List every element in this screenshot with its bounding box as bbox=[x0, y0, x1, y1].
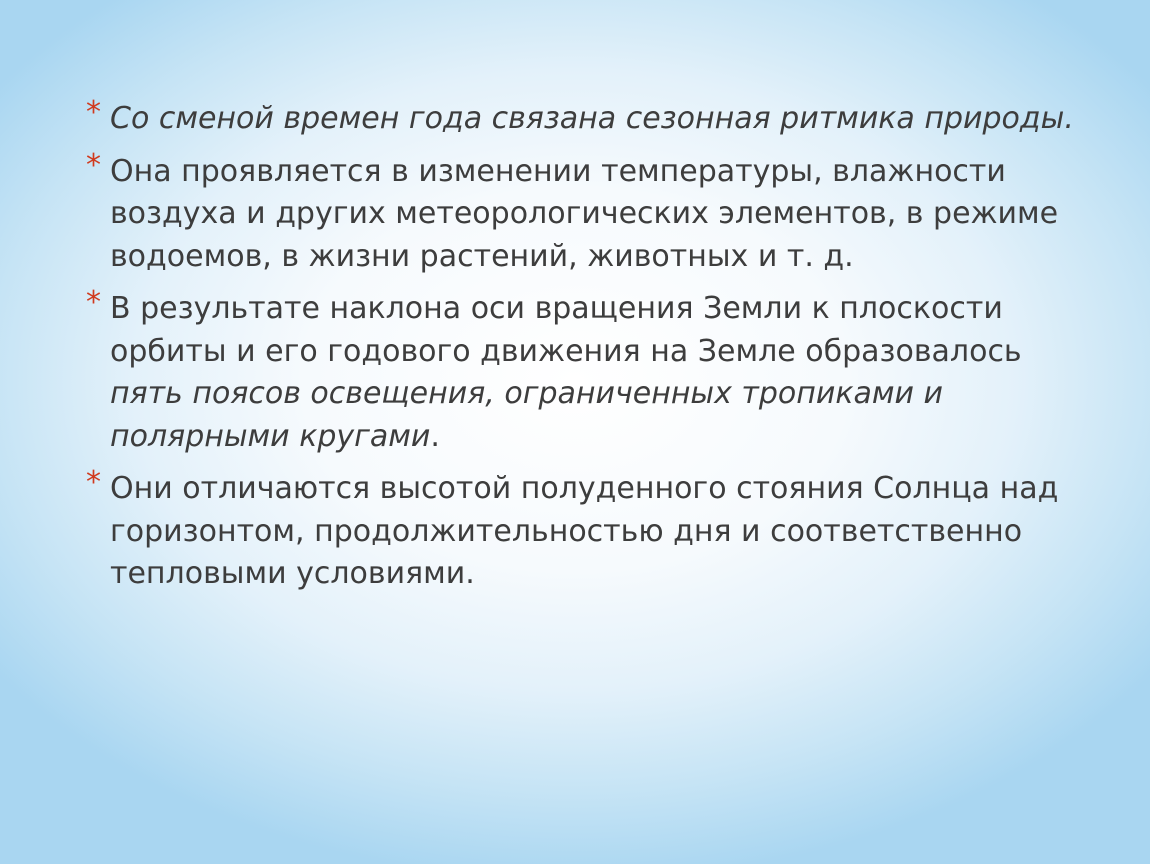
bullet-text: Со сменой времен года связана сезонная ритмика природы. bbox=[110, 101, 1074, 136]
bullet-text: Она проявляется в изменении температуры, влажности воздуха и других метеорологических элементов, в режиме водоемов, в жизни растений, животных и т. д. bbox=[110, 153, 1059, 274]
bullet-text: Они отличаются высотой полуденного стояния Солнца над горизонтом, продолжительностью дня и соответственно тепловыми условиями. bbox=[110, 471, 1059, 591]
bullet-list bbox=[84, 95, 1084, 606]
bullet-item bbox=[84, 465, 1084, 596]
asterisk-bullet-icon: * bbox=[86, 147, 101, 183]
bullet-text: В результате наклона оси вращения Земли к плоскости орбиты и его годового движения на Земле образовалось bbox=[110, 291, 1022, 369]
bullet-tail: . bbox=[430, 418, 440, 454]
bullet-italic-text: пять поясов освещения, ограниченных тропиками и полярными кругами bbox=[110, 376, 944, 454]
bullet-item bbox=[84, 147, 1084, 279]
asterisk-bullet-icon: * bbox=[86, 95, 101, 130]
bullet-item bbox=[84, 285, 1084, 458]
bullet-item bbox=[84, 95, 1084, 141]
asterisk-bullet-icon: * bbox=[86, 465, 101, 500]
asterisk-bullet-icon: * bbox=[86, 285, 101, 320]
